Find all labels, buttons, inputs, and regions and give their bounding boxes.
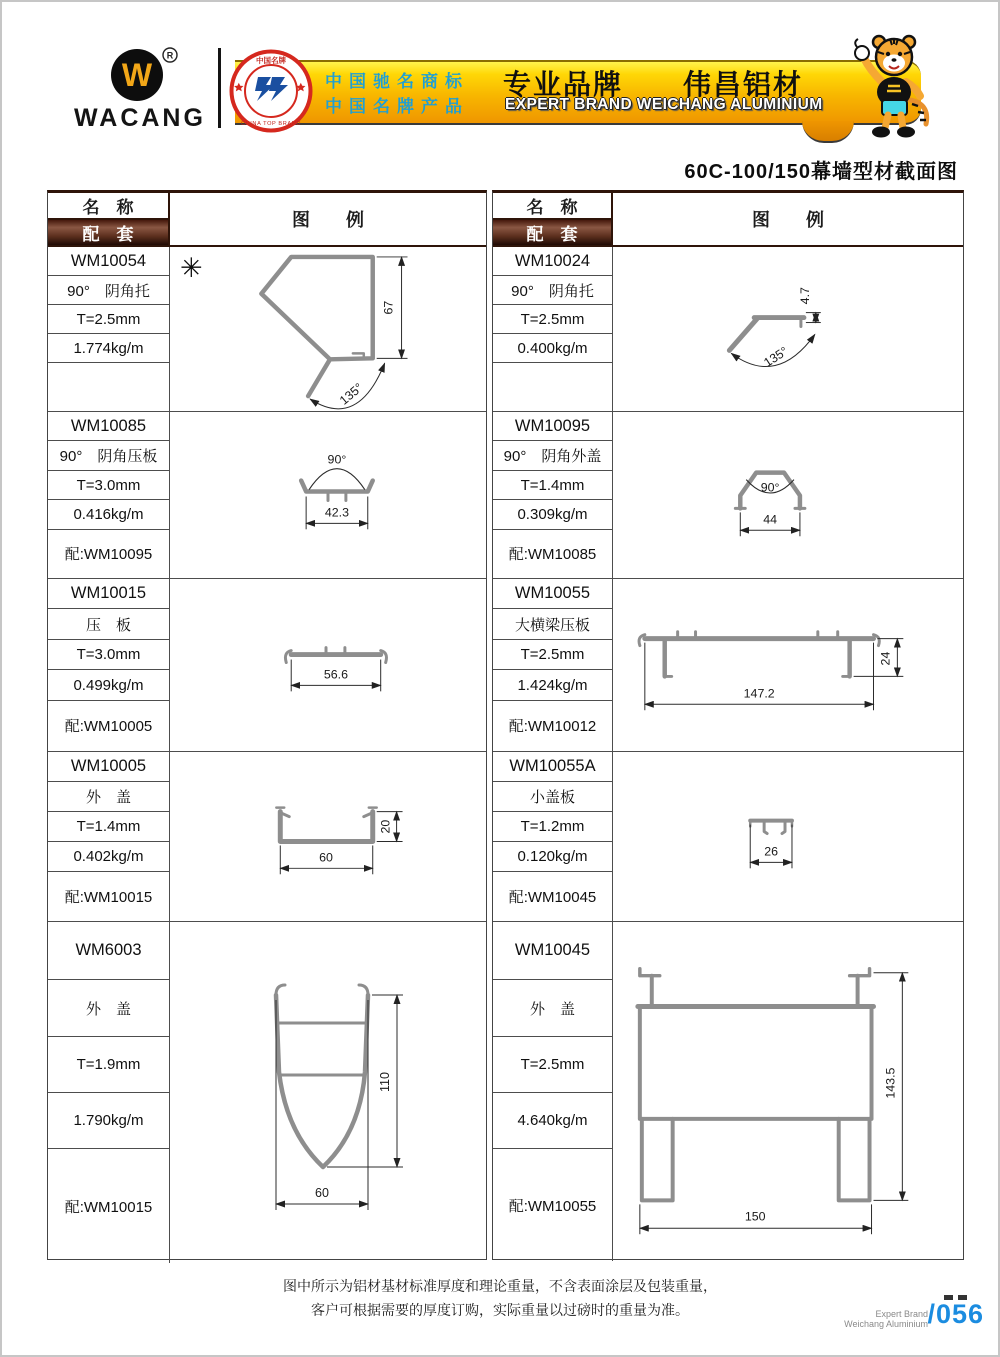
product-info (48, 579, 170, 751)
product-code: WM10024 (493, 247, 612, 276)
product-thickness: T=3.0mm (48, 471, 169, 500)
table-header (48, 193, 486, 247)
asterisk-marker: ✳ (180, 253, 203, 283)
table-row (48, 247, 486, 412)
dim-label: 44 (763, 512, 778, 527)
profile-diagram (170, 922, 486, 1263)
product-weight: 1.790kg/m (48, 1093, 169, 1149)
brand-title: 专业品牌 伟昌铝材 (503, 69, 804, 100)
dim-label: 143.5 (883, 1067, 898, 1099)
profile-diagram (613, 579, 963, 751)
product-match: 配:WM10015 (64, 888, 153, 906)
product-thickness: T=2.5mm (493, 1037, 612, 1093)
profile-shape (276, 808, 376, 842)
dim-label: 26 (764, 844, 779, 859)
profile-shape (276, 985, 368, 1167)
name-column-header (48, 193, 170, 245)
dim-label: 60 (315, 1186, 329, 1200)
profile-shape (638, 969, 874, 1201)
dimension-lines (306, 469, 368, 530)
product-thickness: T=2.5mm (48, 305, 169, 334)
table-header (493, 193, 963, 247)
table-row (48, 752, 486, 922)
product-info (493, 247, 613, 411)
product-code: WM6003 (48, 922, 169, 980)
footer-brand-line2: Weichang Aluminium (844, 1319, 928, 1329)
product-match: 配:WM10012 (508, 718, 597, 736)
dim-label: 4.7 (797, 287, 812, 305)
product-weight: 0.416kg/m (48, 500, 169, 529)
dimension-lines (276, 995, 403, 1210)
product-thickness: T=2.5mm (493, 640, 612, 670)
dim-label: 135° (761, 344, 791, 370)
logo-wordmark: WACANG (74, 104, 206, 132)
dim-label: 20 (378, 819, 393, 834)
col-match-label: 配 套 (48, 220, 168, 245)
profile-diagram (613, 752, 963, 921)
header-divider (218, 48, 221, 128)
footer-note-line2: 客户可根据需要的厚度订购，实际重量以过磅时的重量为准。 (311, 1302, 689, 1318)
diagram-cell (613, 412, 963, 578)
col-diagram-label: 图 例 (292, 210, 364, 230)
footer-note-line1: 图中所示为铝材基材标准厚度和理论重量，不含表面涂层及包装重量， (283, 1278, 717, 1294)
product-name: 90° 阴角外盖 (493, 441, 612, 470)
name-column-header (493, 193, 613, 245)
page-number: /056 (927, 1299, 984, 1329)
profile-shape (285, 648, 386, 663)
dim-label: 67 (381, 300, 396, 315)
product-name: 90° 阴角托 (48, 276, 169, 305)
diagram-cell (170, 579, 486, 751)
product-weight: 0.309kg/m (493, 500, 612, 529)
product-match: 配:WM10045 (508, 888, 597, 906)
registered-mark: R (166, 50, 174, 61)
profile-diagram (170, 412, 486, 578)
product-code: WM10005 (48, 752, 169, 782)
diagram-cell (613, 247, 963, 411)
profile-shape (261, 257, 372, 396)
product-name: 外 盖 (48, 980, 169, 1037)
product-code: WM10045 (493, 922, 612, 980)
diagram-cell (170, 247, 486, 411)
profile-diagram (170, 752, 486, 921)
col-name-label: 名 称 (493, 193, 611, 220)
table-row (48, 579, 486, 752)
china-top-brand-badge-icon (228, 48, 314, 134)
table-row (48, 922, 486, 1263)
brand-subtitle: EXPERT BRAND WEICHANG ALUMINIUM (505, 96, 823, 113)
product-thickness: T=1.2mm (493, 812, 612, 842)
dim-label: 90° (327, 452, 347, 467)
product-match: 配:WM10055 (508, 1197, 597, 1215)
col-diagram-label: 图 例 (752, 210, 824, 230)
product-info (48, 922, 170, 1263)
col-match-label: 配 套 (493, 220, 611, 245)
badge-top-text: 中国名牌 (256, 56, 286, 65)
product-weight: 4.640kg/m (493, 1093, 612, 1149)
product-info (493, 412, 613, 578)
dim-label: 56.6 (323, 667, 349, 682)
dim-label: 147.2 (743, 686, 775, 701)
product-weight: 0.120kg/m (493, 842, 612, 872)
dim-label: 60 (319, 850, 333, 865)
product-code: WM10095 (493, 412, 612, 441)
product-thickness: T=1.4mm (493, 471, 612, 500)
product-match (493, 363, 612, 411)
product-name: 90° 阴角压板 (48, 441, 169, 470)
table-row (48, 412, 486, 579)
dim-label: 90° (760, 480, 780, 495)
product-match: 配:WM10085 (508, 546, 597, 564)
profile-shape (639, 632, 879, 677)
product-thickness: T=1.9mm (48, 1037, 169, 1093)
profile-diagram (170, 579, 486, 751)
product-weight: 1.424kg/m (493, 670, 612, 700)
product-match: 配:WM10095 (64, 546, 153, 564)
diagram-cell (170, 922, 486, 1263)
honors-text (325, 69, 469, 119)
diagram-cell (170, 752, 486, 921)
product-match: 配:WM10015 (64, 1198, 153, 1216)
product-code: WM10055 (493, 579, 612, 609)
footer-brand-line1: Expert Brand (875, 1309, 928, 1319)
product-code: WM10055A (493, 752, 612, 782)
diagram-cell (613, 922, 963, 1261)
table-row (493, 412, 963, 579)
profile-diagram (170, 247, 486, 411)
honors-line1: 中国驰名商标 (325, 72, 469, 91)
product-info (48, 412, 170, 578)
dim-label: 42.3 (324, 505, 350, 520)
page-title: 60C-100/150幕墙型材截面图 (684, 161, 958, 183)
product-info (493, 579, 613, 751)
dim-label: 135° (336, 380, 366, 408)
product-info (493, 752, 613, 921)
product-weight: 1.774kg/m (48, 334, 169, 363)
table-row (493, 922, 963, 1261)
profile-shape (729, 318, 804, 351)
col-name-label: 名 称 (48, 193, 168, 220)
product-weight: 0.499kg/m (48, 670, 169, 700)
profile-shape (750, 821, 792, 834)
product-info (48, 247, 170, 411)
dim-label: 24 (878, 651, 893, 666)
product-name: 大横梁压板 (493, 609, 612, 639)
wacang-logo (60, 42, 220, 134)
product-thickness: T=3.0mm (48, 640, 169, 670)
table-row (493, 247, 963, 412)
product-code: WM10015 (48, 579, 169, 609)
product-match: 配:WM10005 (64, 718, 153, 736)
profile-table-left (47, 190, 487, 1260)
honors-line2: 中国名牌产品 (325, 97, 469, 116)
diagram-cell (170, 412, 486, 578)
product-code: WM10054 (48, 247, 169, 276)
tiger-mascot-icon (842, 30, 938, 142)
footer-brand-text (844, 1309, 928, 1329)
profile-diagram (613, 922, 963, 1261)
gold-banner (235, 60, 921, 125)
product-code: WM10085 (48, 412, 169, 441)
product-name: 外 盖 (493, 980, 612, 1037)
table-row (493, 579, 963, 752)
profile-diagram (613, 247, 963, 411)
product-weight: 0.400kg/m (493, 334, 612, 363)
diagram-cell (613, 579, 963, 751)
product-weight: 0.402kg/m (48, 842, 169, 872)
profile-table-right (492, 190, 964, 1260)
profile-diagram (613, 412, 963, 578)
product-thickness: T=2.5mm (493, 305, 612, 334)
badge-bottom-text: CHINA TOP BRAND (241, 121, 301, 127)
product-info (493, 922, 613, 1261)
dim-label: 110 (378, 1072, 392, 1092)
product-name: 外 盖 (48, 782, 169, 812)
diagram-cell (613, 752, 963, 921)
product-thickness: T=1.4mm (48, 812, 169, 842)
product-name: 小盖板 (493, 782, 612, 812)
profile-shape (301, 481, 373, 501)
logo-w-mark: W (121, 57, 153, 93)
table-row (493, 752, 963, 922)
product-info (48, 752, 170, 921)
product-match (48, 363, 169, 411)
product-name: 90° 阴角托 (493, 276, 612, 305)
dim-label: 150 (744, 1209, 766, 1224)
product-name: 压 板 (48, 609, 169, 639)
